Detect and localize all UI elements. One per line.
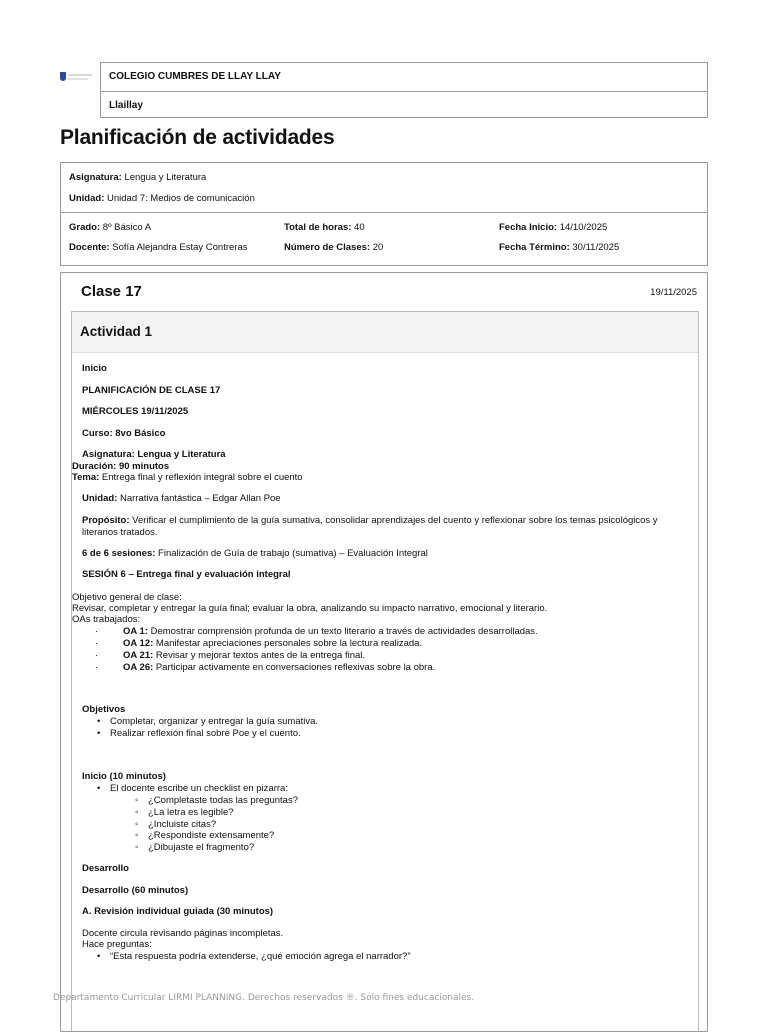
oas-label: OAs trabajados:: [72, 614, 141, 625]
objetivos-heading: Objetivos: [82, 704, 126, 715]
day-heading: MIÉRCOLES 19/11/2025: [82, 406, 189, 417]
pregunta-item: • “Esta respuesta podría extenderse, ¿qué emoción agrega el narrador?”: [110, 951, 410, 963]
checklist-item: ◦ ¿La letra es legible?: [148, 807, 234, 819]
class-title: Clase 17: [81, 283, 142, 300]
docente-line: Docente: Sofía Alejandra Estay Contreras: [69, 242, 248, 253]
objetivo-item: • Realizar reflexión final sobre Poe y el cuento.: [110, 728, 301, 740]
course-info-box: [60, 212, 708, 266]
oa-item: · OA 12: Manifestar apreciaciones personales sobre la lectura realizada.: [123, 638, 422, 650]
activity-title: Actividad 1: [72, 312, 698, 353]
preguntas-text: Hace preguntas:: [82, 939, 152, 950]
inicio10-heading: Inicio (10 minutos): [82, 771, 166, 782]
horas-line: Total de horas: 40: [284, 222, 365, 233]
shield-icon: [60, 72, 66, 81]
proposito-line: Propósito: Verificar el cumplimiento de la guía sumativa, consolidar aprendizajes del cuento y reflexionar sobre los temas psicológicos y literarios tratados.: [82, 515, 658, 538]
school-logo: [60, 72, 94, 82]
desarrollo60-heading: Desarrollo (60 minutos): [82, 885, 189, 896]
fecha-inicio-line: Fecha Inicio: 14/10/2025: [499, 222, 608, 233]
objetivo-general-text: Revisar, completar y entregar la guía final; evaluar la obra, analizando su impacto narrativo, emocional y literario.: [72, 603, 548, 614]
checklist-item: ◦ ¿Dibujaste el fragmento?: [148, 842, 254, 854]
page-title: Planificación de actividades: [60, 126, 335, 149]
footer-text: Departamento Curricular LIRMI PLANNING. Derechos reservados ®. Sólo fines educacionales.: [53, 993, 475, 1003]
inicio-heading: Inicio: [82, 363, 107, 374]
asignatura-heading: Asignatura: Lengua y Literatura: [82, 449, 226, 460]
duracion-line: Duración: 90 minutos: [72, 461, 170, 472]
tema-line: Tema: Entrega final y reflexión integral sobre el cuento: [72, 472, 303, 483]
checklist-item: ◦ ¿Respondiste extensamente?: [148, 830, 274, 842]
class-date: 19/11/2025: [650, 287, 697, 298]
clases-line: Número de Clases: 20: [284, 242, 384, 253]
sesion6-heading: SESIÓN 6 – Entrega final y evaluación integral: [82, 569, 291, 580]
school-city: Llaillay: [101, 91, 707, 120]
desarrollo-heading: Desarrollo: [82, 863, 129, 874]
oa-item: · OA 26: Participar activamente en conversaciones reflexivas sobre la obra.: [123, 662, 435, 674]
oa-item: · OA 1: Demostrar comprensión profunda de un texto literario a través de actividades desarrolladas.: [123, 626, 538, 638]
school-header: [100, 62, 708, 118]
checklist-item: ◦ ¿Incluiste citas?: [148, 819, 216, 831]
subject-box: [60, 162, 708, 212]
unidad-line: Unidad: Unidad 7: Medios de comunicación: [69, 193, 255, 204]
fecha-termino-line: Fecha Término: 30/11/2025: [499, 242, 620, 253]
revision-heading: A. Revisión individual guiada (30 minutos): [82, 906, 274, 917]
inicio10-item: • El docente escribe un checklist en pizarra:: [110, 783, 288, 795]
asignatura-line: Asignatura: Lengua y Literatura: [69, 172, 207, 183]
grado-line: Grado: 8º Básico A: [69, 222, 152, 233]
school-name: COLEGIO CUMBRES DE LLAY LLAY: [109, 71, 281, 82]
sesiones-line: 6 de 6 sesiones: Finalización de Guía de trabajo (sumativa) – Evaluación Integral: [82, 548, 428, 559]
oa-item: · OA 21: Revisar y mejorar textos antes de la entrega final.: [123, 650, 365, 662]
class-card: [60, 272, 708, 1032]
curso-heading: Curso: 8vo Básico: [82, 428, 166, 439]
plan-heading: PLANIFICACIÓN DE CLASE 17: [82, 385, 221, 396]
unidad-activity-line: Unidad: Narrativa fantástica – Edgar Allan Poe: [82, 493, 281, 504]
circula-text: Docente circula revisando páginas incompletas.: [82, 928, 284, 939]
checklist-item: ◦ ¿Completaste todas las preguntas?: [148, 795, 298, 807]
objetivo-item: • Completar, organizar y entregar la guía sumativa.: [110, 716, 318, 728]
objetivo-general-label: Objetivo general de clase:: [72, 592, 182, 603]
